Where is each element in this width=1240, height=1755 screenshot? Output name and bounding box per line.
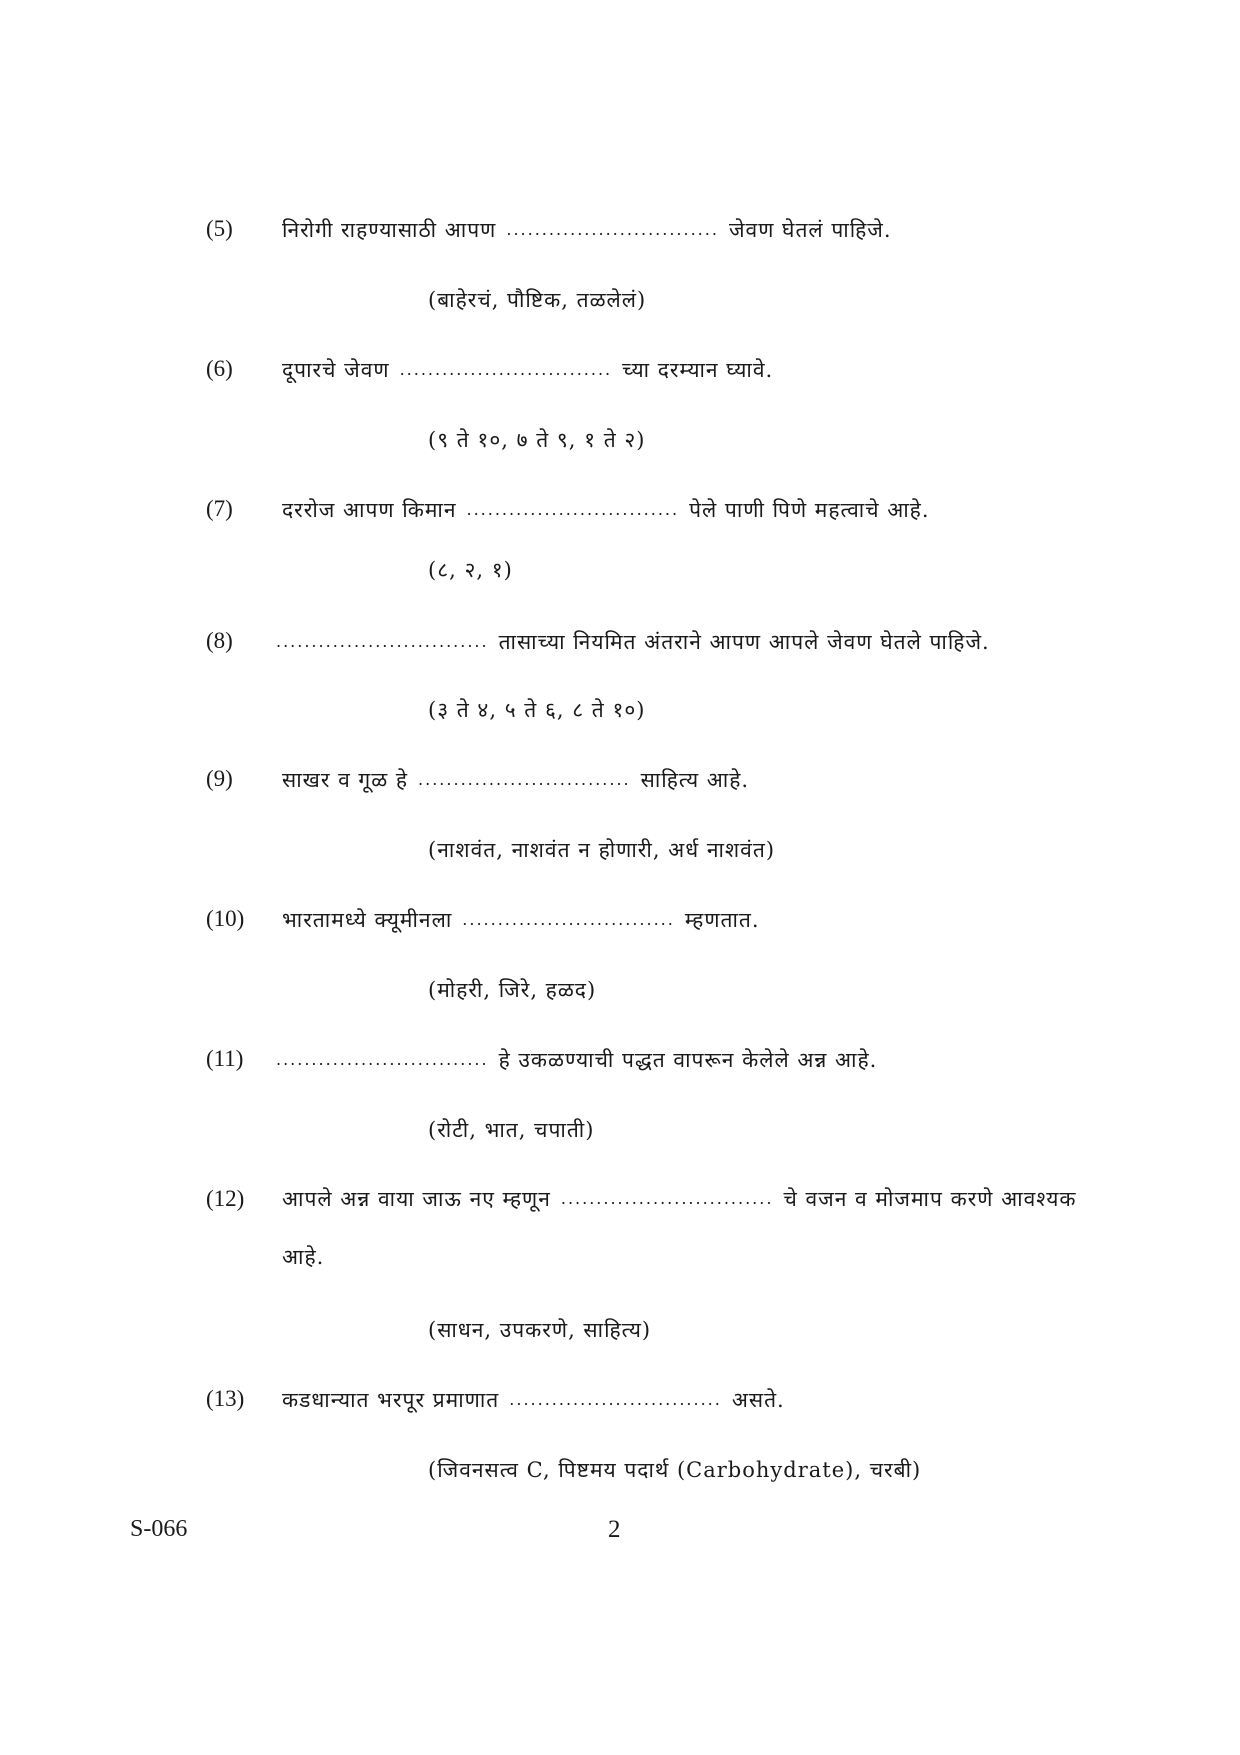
question-text bbox=[282, 766, 749, 794]
answer-options: (साधन, उपकरणे, साहित्य) bbox=[428, 1318, 652, 1342]
question-text-after: तासाच्या नियमित अंतराने आपण आपले जेवण घेतले पाहिजे. bbox=[498, 630, 990, 654]
question-text-before: दूपारचे जेवण bbox=[282, 358, 390, 382]
question-text-after: च्या दरम्यान घ्यावे. bbox=[622, 358, 774, 382]
answer-options: (३ ते ४, ५ ते ६, ८ ते १०) bbox=[428, 698, 646, 722]
answer-blank: .............................. bbox=[466, 500, 680, 519]
answer-blank: .............................. bbox=[276, 632, 489, 651]
answer-blank: .............................. bbox=[276, 1050, 489, 1069]
answer-blank: .............................. bbox=[418, 770, 631, 789]
question-number: (5) bbox=[206, 216, 233, 241]
answer-blank: .............................. bbox=[462, 910, 675, 929]
question-text bbox=[282, 496, 930, 524]
question-text-before: दररोज आपण किमान bbox=[282, 498, 457, 522]
question-text bbox=[282, 216, 892, 244]
answer-options: (९ ते १०, ७ ते ९, १ ते २) bbox=[428, 428, 646, 452]
question-text-before: आपले अन्न वाया जाऊ नए म्हणून bbox=[282, 1187, 551, 1211]
question-text-before: कडधान्यात भरपूर प्रमाणात bbox=[282, 1388, 500, 1412]
question-number: (8) bbox=[206, 628, 233, 653]
answer-options: (बाहेरचं, पौष्टिक, तळलेलं) bbox=[428, 288, 647, 312]
question-text-after: जेवण घेतलं पाहिजे. bbox=[728, 218, 892, 242]
question-text-after: म्हणतात. bbox=[684, 908, 760, 932]
question-text bbox=[282, 1386, 785, 1414]
question-text-after: पेले पाणी पिणे महत्वाचे आहे. bbox=[689, 498, 930, 522]
question-number: (13) bbox=[206, 1386, 245, 1411]
question-number: (7) bbox=[206, 496, 233, 521]
answer-blank: .............................. bbox=[399, 360, 613, 379]
question-text bbox=[282, 356, 773, 384]
question-text-after: साहित्य आहे. bbox=[640, 768, 750, 792]
page-number: 2 bbox=[608, 1516, 621, 1543]
answer-options: (जिवनसत्व C, पिष्टमय पदार्थ (Carbohydrate), चरबी) bbox=[428, 1458, 922, 1482]
answer-blank: .............................. bbox=[560, 1189, 774, 1208]
question-text bbox=[282, 1170, 1112, 1286]
answer-options: (नाशवंत, नाशवंत न होणारी, अर्ध नाशवंत) bbox=[428, 838, 776, 862]
answer-blank: .............................. bbox=[506, 220, 719, 239]
answer-options: (८, २, १) bbox=[428, 558, 513, 582]
question-text-before: भारतामध्ये क्यूमीनला bbox=[282, 908, 453, 932]
question-number: (10) bbox=[206, 906, 245, 931]
question-text bbox=[276, 1046, 877, 1074]
question-text-before: निरोगी राहण्यासाठी आपण bbox=[282, 218, 497, 242]
question-text-after: हे उकळण्याची पद्धत वापरून केलेले अन्न आहे. bbox=[498, 1048, 878, 1072]
question-number: (6) bbox=[206, 356, 233, 381]
question-text-after: चे वजन व मोजमाप करणे आवश्यक आहे. bbox=[282, 1187, 1077, 1269]
answer-options: (रोटी, भात, चपाती) bbox=[428, 1118, 595, 1142]
paper-code: S-066 bbox=[130, 1516, 188, 1542]
question-number: (9) bbox=[206, 766, 233, 791]
question-text-before: साखर व गूळ हे bbox=[282, 768, 409, 792]
answer-options: (मोहरी, जिरे, हळद) bbox=[428, 978, 597, 1002]
answer-blank: .............................. bbox=[509, 1390, 722, 1409]
question-text bbox=[276, 628, 990, 656]
question-number: (12) bbox=[206, 1186, 245, 1211]
question-text-after: असते. bbox=[731, 1388, 785, 1412]
question-text bbox=[282, 906, 760, 934]
question-number: (11) bbox=[206, 1046, 244, 1071]
